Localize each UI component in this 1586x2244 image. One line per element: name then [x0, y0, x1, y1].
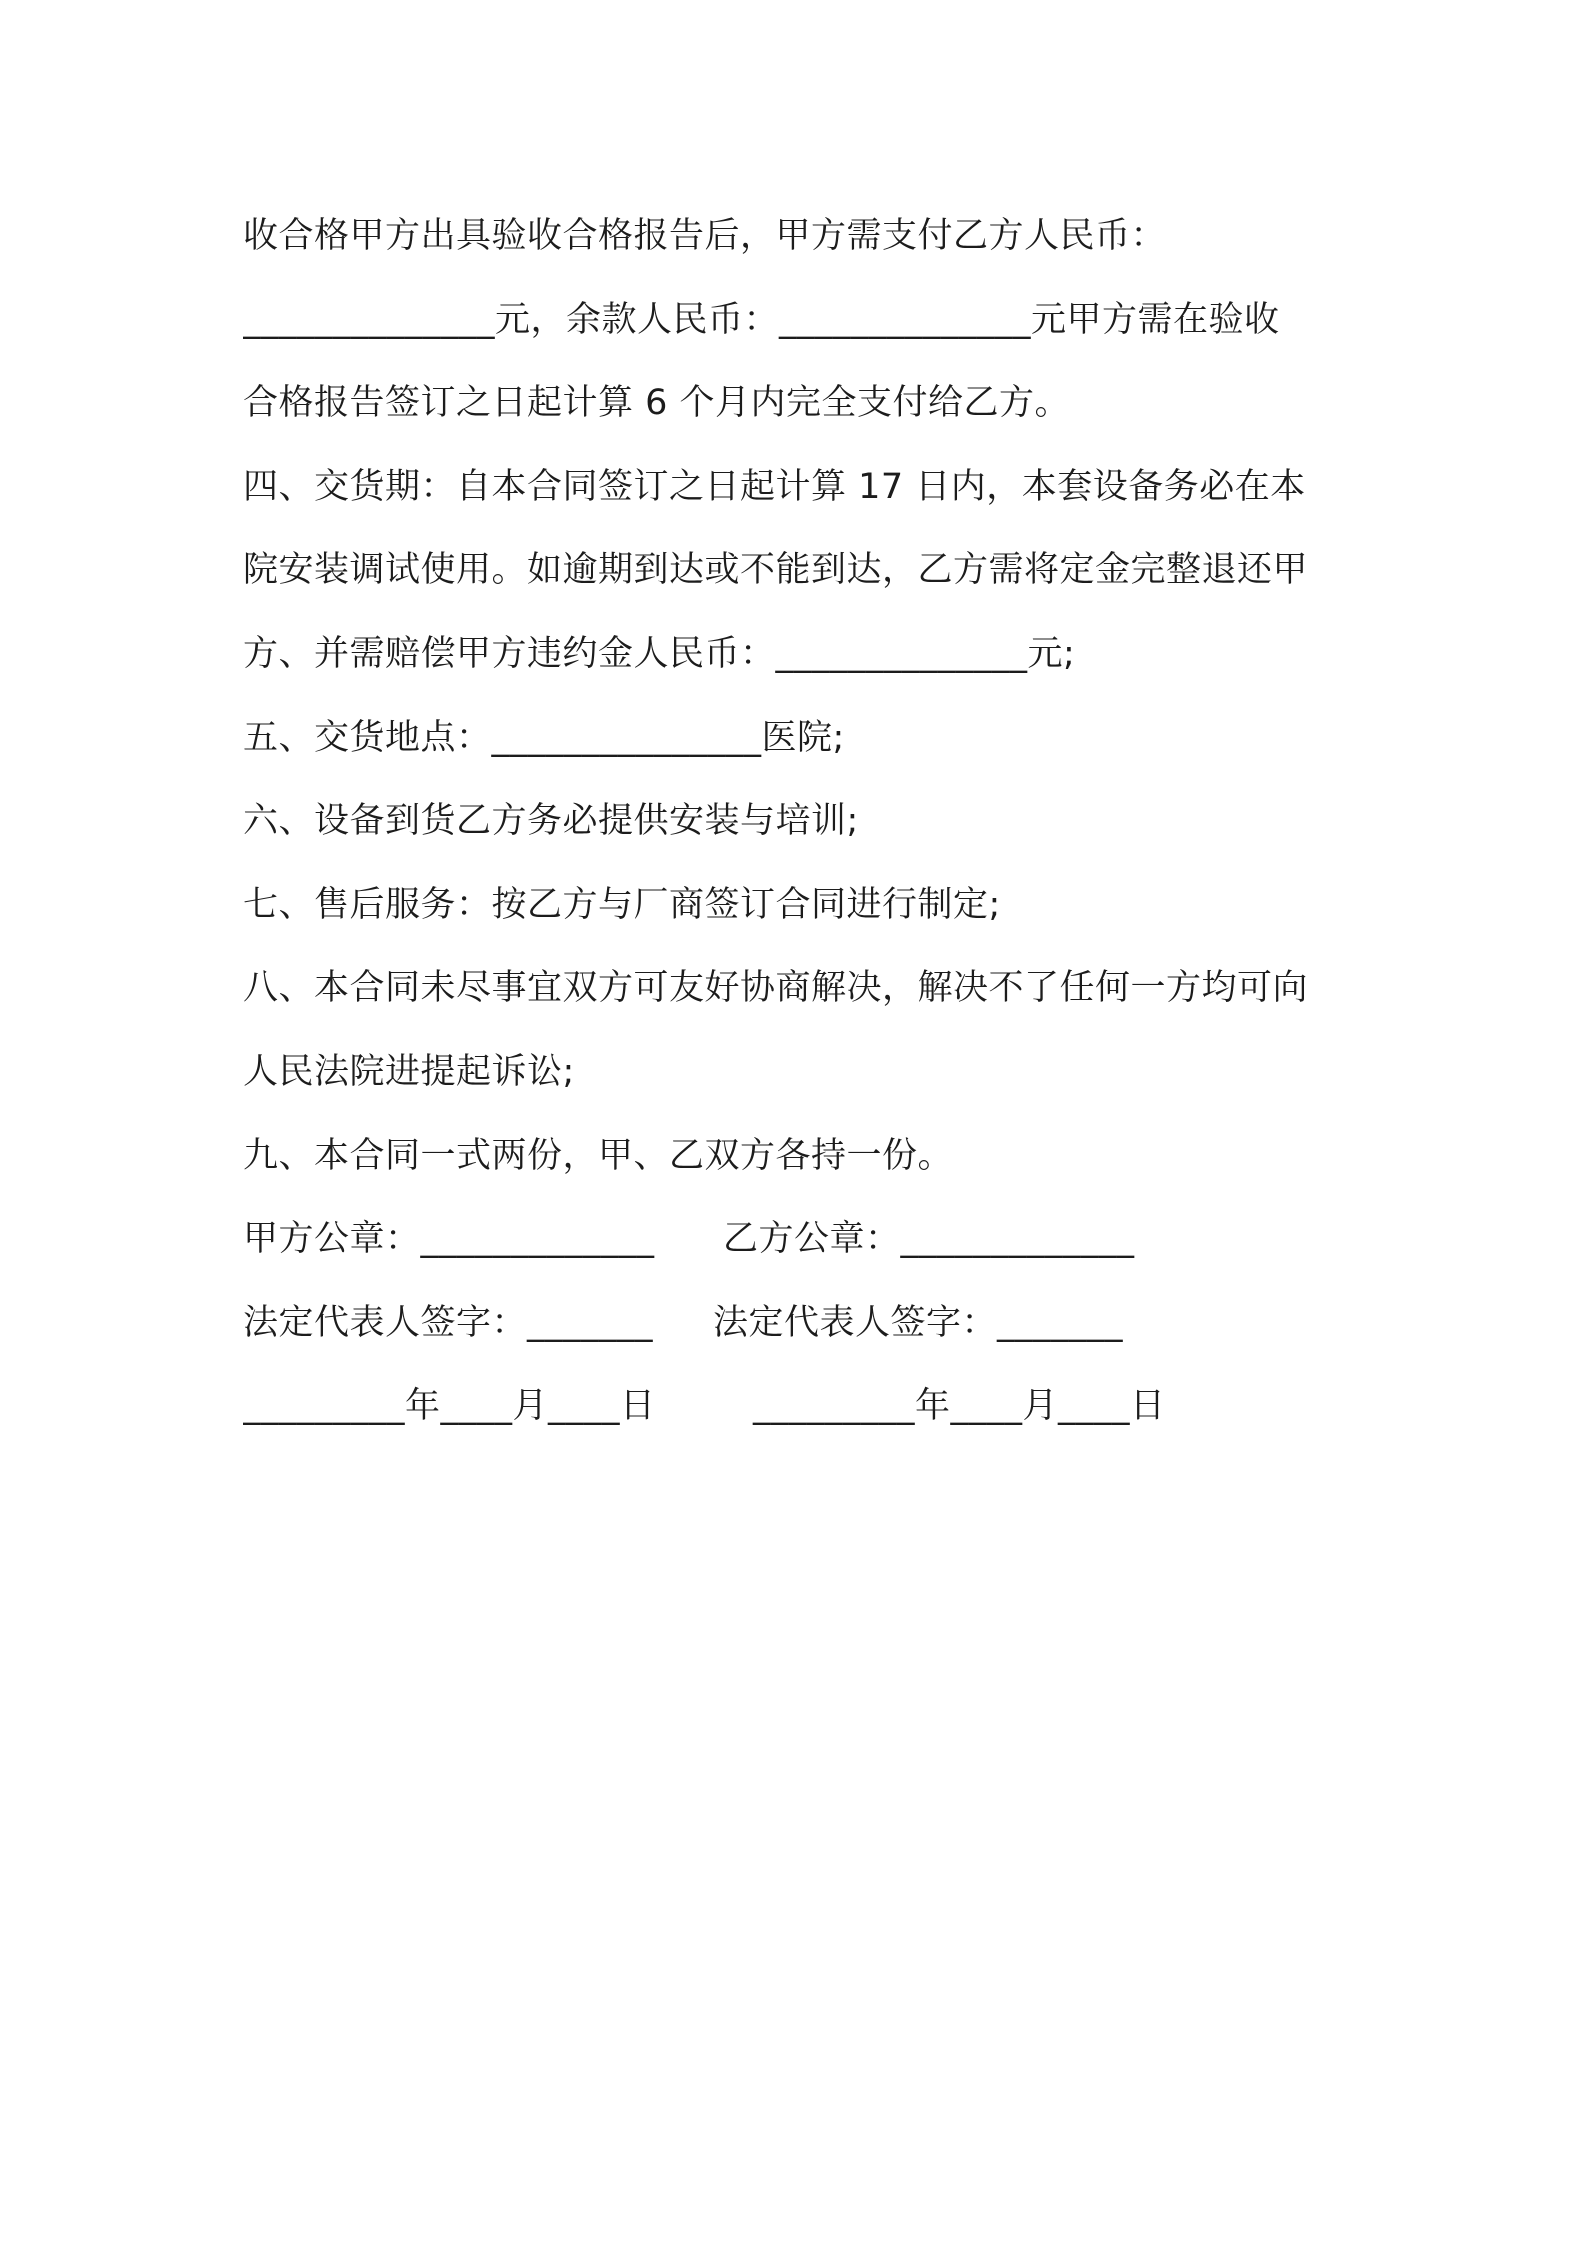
payment-clause-line-2: ______________元，余款人民币：______________元甲方需在验收 — [243, 299, 1280, 340]
party-b-seal: 乙方公章：_____________ — [723, 1219, 1135, 1260]
seal-row — [243, 1198, 1363, 1282]
party-a-representative-signature: 法定代表人签字：_______ — [243, 1302, 654, 1343]
dispute-clause-line-1: 八、本合同未尽事宜双方可友好协商解决，解决不了任何一方均可向 — [243, 968, 1309, 1009]
date-row — [243, 1365, 1363, 1449]
delivery-period-clause-line-2: 院安装调试使用。如逾期到达或不能到达，乙方需将定金完整退还甲 — [243, 550, 1309, 591]
delivery-period-clause-line-3: 方、并需赔偿甲方违约金人民币：______________元; — [243, 633, 1076, 674]
party-b-representative-signature: 法定代表人签字：_______ — [713, 1302, 1124, 1343]
copies-clause: 九、本合同一式两份，甲、乙双方各持一份。 — [243, 1135, 954, 1176]
party-b-date: _________年____月____日 — [753, 1386, 1166, 1427]
party-a-date: _________年____月____日 — [243, 1386, 656, 1427]
party-a-seal: 甲方公章：_____________ — [243, 1219, 655, 1260]
installation-training-clause: 六、设备到货乙方务必提供安装与培训; — [243, 801, 859, 842]
payment-clause-line-3: 合格报告签订之日起计算 6 个月内完全支付给乙方。 — [243, 383, 1071, 424]
after-sales-clause: 七、售后服务：按乙方与厂商签订合同进行制定; — [243, 884, 1001, 925]
dispute-clause-line-2: 人民法院进提起诉讼; — [243, 1051, 575, 1092]
contract-body — [243, 195, 1363, 1449]
representative-row — [243, 1282, 1363, 1366]
payment-clause-line-1: 收合格甲方出具验收合格报告后，甲方需支付乙方人民币： — [243, 216, 1167, 256]
delivery-location-clause: 五、交货地点：_______________医院; — [243, 717, 845, 758]
delivery-period-clause-line-1: 四、交货期：自本合同签订之日起计算 17 日内，本套设备务必在本 — [243, 466, 1306, 507]
